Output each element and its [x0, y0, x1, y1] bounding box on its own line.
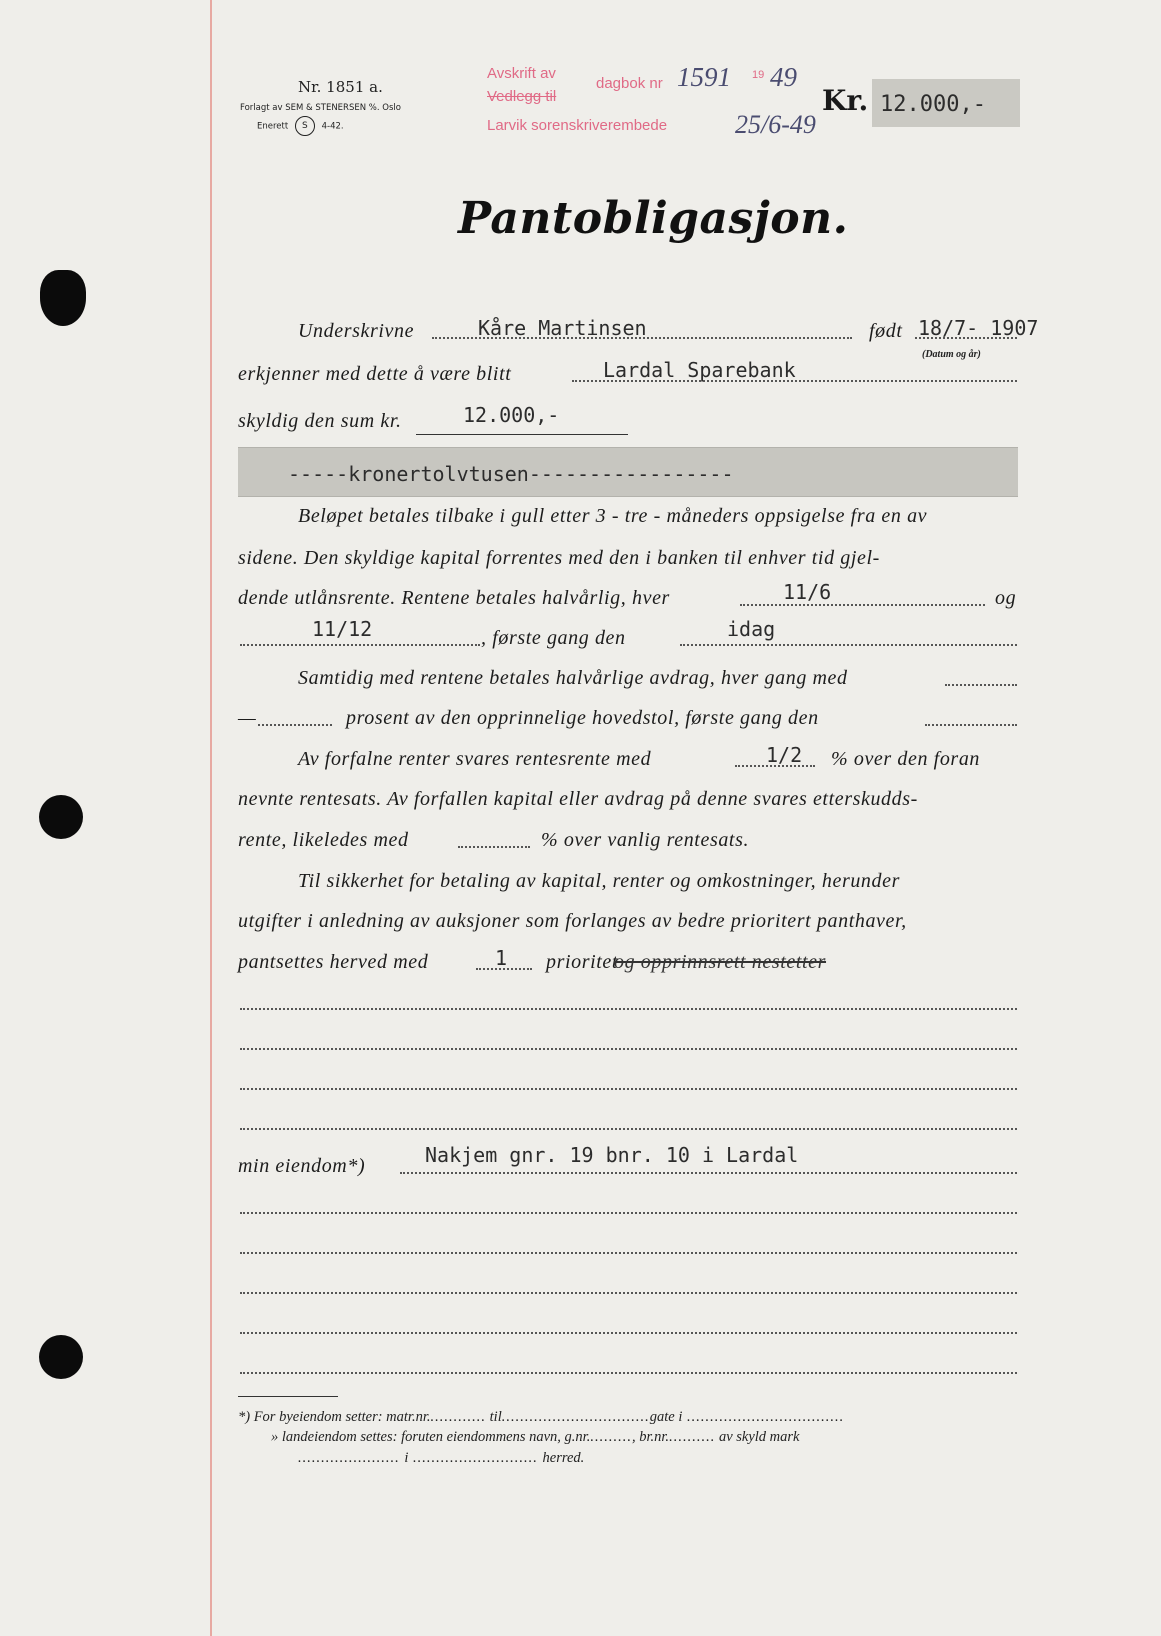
priority-value: 1: [495, 946, 508, 970]
interest-date-1-dotline: [740, 604, 985, 606]
stamp-avskrift: Avskrift av: [487, 65, 556, 82]
blank-dotline-7: [240, 1292, 1017, 1294]
blank-dotline-6: [240, 1252, 1017, 1254]
blank-dotline-5: [240, 1212, 1017, 1214]
terms-line-3: dende utlånsrente. Rentene betales halvårlig, hver: [238, 587, 670, 609]
born-hint: (Datum og år): [922, 349, 981, 360]
stamp-office: Larvik sorenskriverembede: [487, 117, 668, 134]
interest-date-2: 11/12: [312, 617, 373, 641]
publisher-line-1: Forlagt av SEM & STENERSEN %. Oslo: [240, 103, 401, 113]
installment-dotline-1: [945, 684, 1017, 686]
punch-hole-middle: [39, 795, 83, 839]
stamp-dagbok-number: 1591: [677, 62, 731, 92]
overdue-line-1: Av forfalne renter svares rentesrente med: [298, 748, 652, 770]
creditor-value: Lardal Sparebank: [603, 358, 796, 382]
stamp-year: 49: [770, 62, 797, 92]
overdue-extra-dotline: [458, 846, 530, 848]
terms-line-3-end: og: [995, 587, 1017, 609]
stamp-date: 25/6-49: [735, 110, 816, 139]
property-dotline: [400, 1172, 1017, 1174]
footnote-line-1: *) For byeiendom setter: matr.nr............. til................................gate i ..................................: [238, 1409, 845, 1425]
blank-dotline-8: [240, 1332, 1017, 1334]
punch-hole-bottom: [39, 1335, 83, 1379]
undersigned-label: Underskrivne: [298, 320, 415, 342]
interest-date-2-dotline: [240, 644, 480, 646]
security-line-1: Til sikkerhet for betaling av kapital, renter og omkostninger, herunder: [298, 870, 900, 892]
security-line-3: pantsettes herved med: [238, 951, 429, 973]
terms-line-2: sidene. Den skyldige kapital forrentes med den i banken til enhver tid gjel-: [238, 547, 880, 569]
blank-dotline-2: [240, 1048, 1017, 1050]
installment-dotline-2: [258, 724, 332, 726]
first-payment-dotline: [680, 644, 1017, 646]
margin-rule: [210, 0, 212, 1636]
amount-value: 12.000,-: [880, 92, 986, 117]
struck-text: og opprinnsrett nestetter: [614, 951, 827, 973]
overdue-line-2: nevnte rentesats. Av forfallen kapital eller avdrag på denne svares etterskudds-: [238, 788, 918, 810]
footnote-line-3: ...................... i ........................... herred.: [298, 1450, 585, 1466]
undersigned-value: Kåre Martinsen: [478, 316, 647, 340]
creditor-label: erkjenner med dette å være blitt: [238, 363, 512, 385]
blank-dotline-1: [240, 1008, 1017, 1010]
sum-label: skyldig den sum kr.: [238, 410, 402, 432]
blank-dotline-9: [240, 1372, 1017, 1374]
publisher-line-2: Enerett S 4-42.: [257, 116, 344, 136]
installment-line-2: prosent av den opprinnelige hovedstol, første gang den: [346, 707, 819, 729]
installment-dotline-3: [925, 724, 1017, 726]
installment-line-1: Samtidig med rentene betales halvårlige avdrag, hver gang med: [298, 667, 848, 689]
born-value: 18/7- 1907: [918, 316, 1039, 340]
security-line-2: utgifter i anledning av auksjoner som forlanges av bedre prioritert panthaver,: [238, 910, 907, 932]
born-label: født: [869, 320, 903, 342]
blank-dotline-4: [240, 1128, 1017, 1130]
overdue-line-3-end: % over vanlig rentesats.: [541, 829, 750, 851]
property-value: Nakjem gnr. 19 bnr. 10 i Lardal: [425, 1143, 799, 1167]
terms-line-1: Beløpet betales tilbake i gull etter 3 - tre - måneders oppsigelse fra en av: [298, 505, 928, 527]
blank-dotline-3: [240, 1088, 1017, 1090]
first-payment-value: idag: [727, 617, 776, 641]
overdue-rate-value: 1/2: [766, 743, 803, 767]
stamp-year-prefix: 19: [752, 69, 765, 81]
document-title: Pantobligasjon.: [458, 193, 849, 244]
interest-date-1: 11/6: [783, 580, 832, 604]
amount-label: Kr.: [822, 84, 869, 117]
sum-value: 12.000,-: [463, 403, 560, 427]
overdue-line-3: rente, likeledes med: [238, 829, 409, 851]
stamp-vedlegg: Vedlegg til: [487, 88, 557, 105]
installment-dash: —: [238, 707, 257, 729]
priority-label: prioritet: [546, 951, 619, 973]
publisher-logo-icon: S: [295, 116, 315, 136]
form-number: Nr. 1851 a.: [298, 78, 383, 96]
property-label: min eiendom*): [238, 1155, 366, 1177]
terms-line-4: , første gang den: [481, 627, 626, 649]
overdue-line-1-end: % over den foran: [831, 748, 981, 770]
footnote-rule: [238, 1396, 338, 1397]
stamp-dagbok-label: dagbok nr: [596, 75, 663, 92]
footnote-line-2: » landeiendom settes: foruten eiendommens navn, g.nr.........., br.nr........... av skyld mark: [271, 1429, 800, 1445]
sum-underline: [416, 434, 628, 435]
punch-hole-top: [40, 270, 86, 326]
sum-words: -----kronertolvtusen-----------------: [288, 462, 734, 486]
